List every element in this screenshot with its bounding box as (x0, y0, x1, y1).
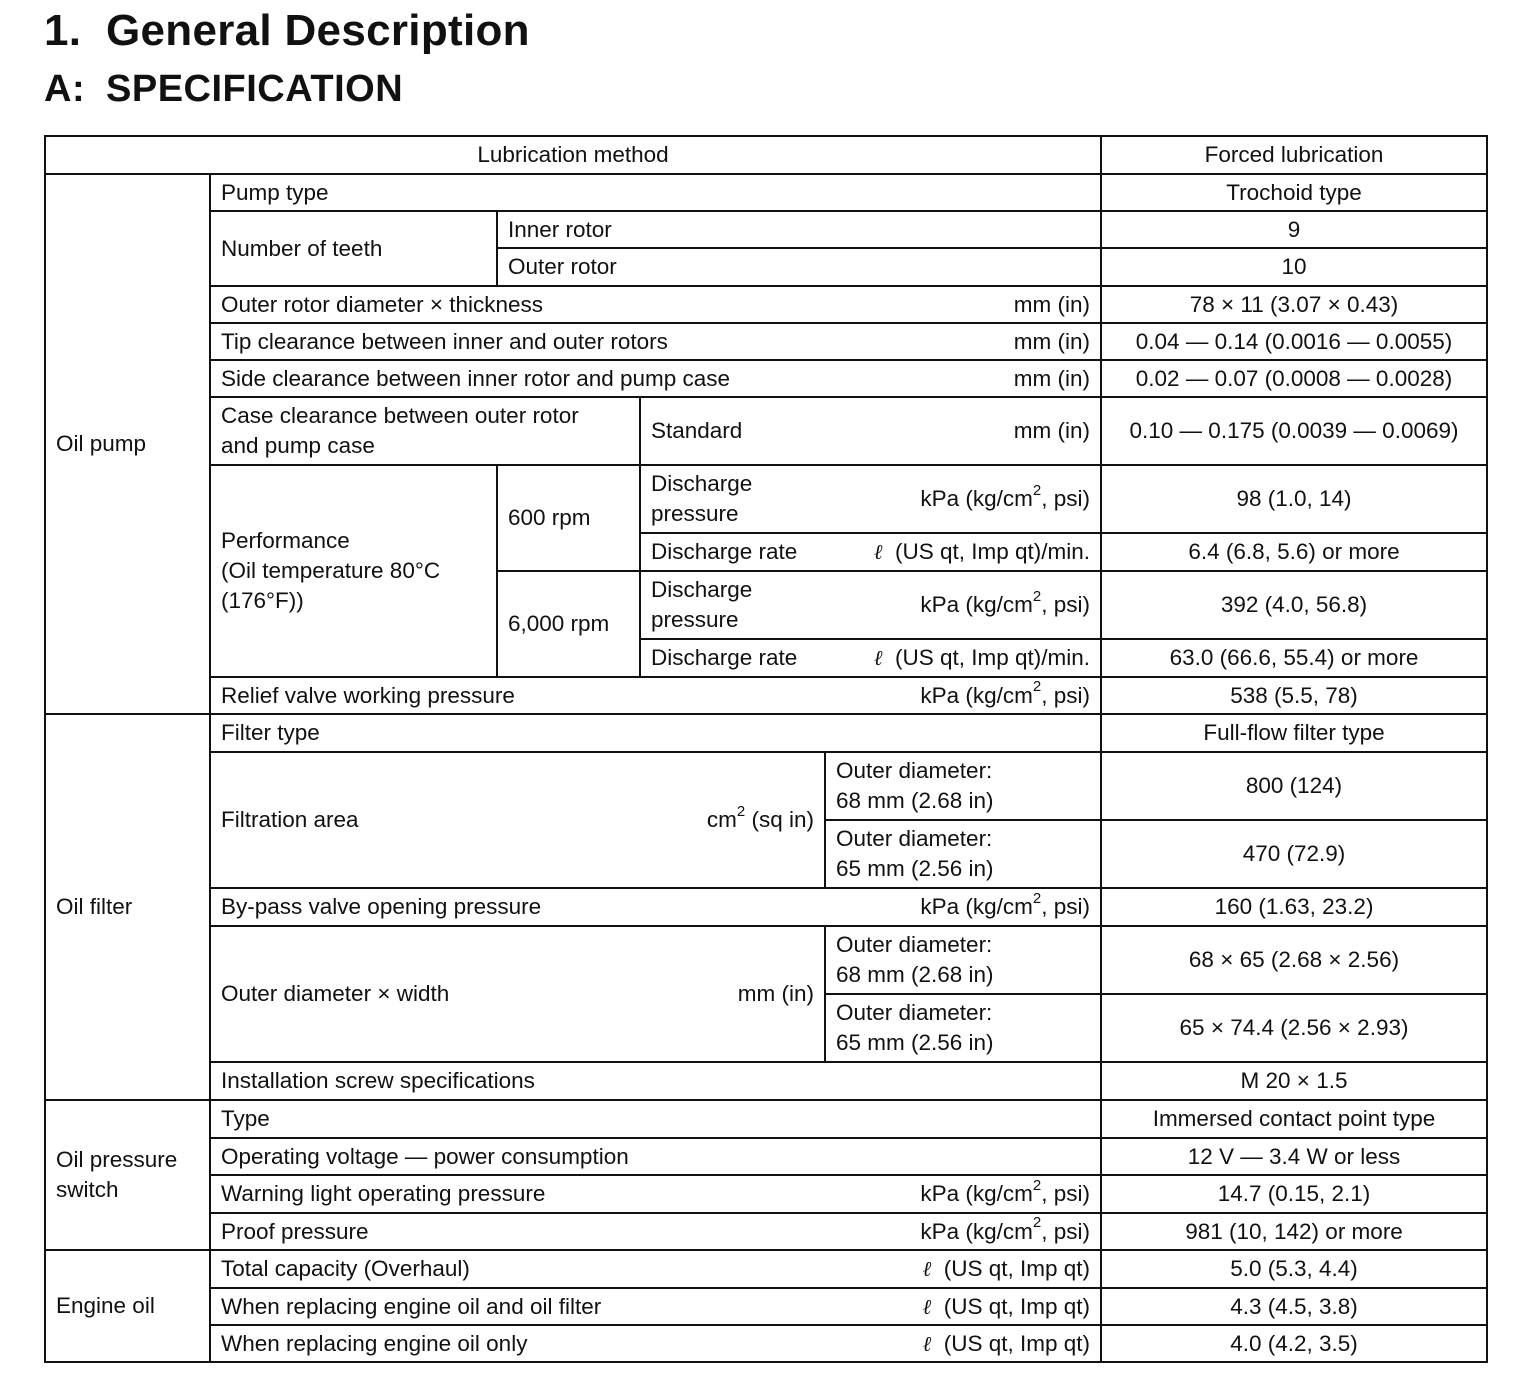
lubrication-value: Forced lubrication (1101, 136, 1487, 174)
liter-symbol: ℓ (922, 1331, 932, 1356)
oil-only-value: 4.0 (4.2, 3.5) (1101, 1325, 1487, 1362)
tip-clearance-value: 0.04 — 0.14 (0.0016 — 0.0055) (1101, 323, 1487, 360)
case-clearance-value: 0.10 — 0.175 (0.0039 — 0.0069) (1101, 397, 1487, 465)
unit-label: kPa ($kg/cm^2$, psi) (920, 1176, 1091, 1206)
performance-label: Performance (Oil temperature 80°C (176°F)) (210, 465, 497, 677)
table-row (45, 888, 1487, 926)
relief-value: 538 (5.5, 78) (1101, 677, 1487, 714)
discharge-pressure-6000-value: 392 (4.0, 56.8) (1101, 571, 1487, 639)
proof-value: 981 (10, 142) or more (1101, 1213, 1487, 1250)
lubrication-label: Lubrication method (45, 136, 1101, 174)
discharge-pressure-6000-cell: Discharge pressure kPa ($kg/cm^2$, psi) (640, 571, 1101, 639)
od-width-68-value: 68 × 65 (2.68 × 2.56) (1101, 926, 1487, 994)
side-clearance-label: Side clearance between inner rotor and pump case (221, 365, 731, 391)
table-row (45, 1213, 1487, 1250)
side-clearance-cell (210, 360, 1101, 397)
page-title: 1. General Description (44, 6, 530, 55)
discharge-rate-600-cell: Discharge rate ℓ (US qt, Imp qt)/min. (640, 533, 1101, 571)
voltage-label: Operating voltage — power consumption (210, 1138, 1101, 1175)
case-clearance-sub (640, 397, 1101, 465)
table-row (45, 1325, 1487, 1362)
discharge-rate-6000-value: 63.0 (66.6, 55.4) or more (1101, 639, 1487, 677)
rotor-dim-label: Outer rotor diameter × thickness (221, 291, 544, 317)
oil-only-cell (210, 1325, 1101, 1362)
unit-label: ℓ (US qt, Imp qt)/min. (873, 539, 1091, 564)
relief-label: Relief valve working pressure (221, 682, 515, 708)
liter-symbol: ℓ (922, 1294, 932, 1319)
relief-cell (210, 677, 1101, 714)
table-row (45, 323, 1487, 360)
unit-label: ℓ (US qt, Imp qt) (922, 1330, 1091, 1356)
od-68-label: Outer diameter: 68 mm (2.68 in) (825, 926, 1101, 994)
filter-type-value: Full-flow filter type (1101, 714, 1487, 752)
group-oil-pump: Oil pump (45, 174, 210, 714)
section-title: A: SPECIFICATION (44, 68, 404, 110)
standard-label: Standard (651, 418, 743, 443)
od-width-label: Outer diameter × width (221, 981, 450, 1006)
switch-type-value: Immersed contact point type (1101, 1100, 1487, 1138)
rpm-6000-label: 6,000 rpm (497, 571, 640, 677)
od-width-cell (210, 926, 825, 1062)
proof-label: Proof pressure (221, 1218, 369, 1244)
unit-label: kPa ($kg/cm^2$, psi) (920, 587, 1091, 617)
tip-clearance-label: Tip clearance between inner and outer rotors (221, 328, 668, 354)
table-row (45, 465, 1487, 533)
table-row (45, 752, 1487, 820)
inner-rotor-label: Inner rotor (497, 211, 1101, 248)
table-row (45, 211, 1487, 248)
group-oil-pressure-switch: Oil pressure switch (45, 1100, 210, 1250)
voltage-value: 12 V — 3.4 W or less (1101, 1138, 1487, 1175)
table-row (45, 174, 1487, 211)
bypass-cell (210, 888, 1101, 926)
filtration-area-65-value: 470 (72.9) (1101, 820, 1487, 888)
unit-label: mm (in) (1013, 418, 1091, 443)
screw-value: M 20 × 1.5 (1101, 1062, 1487, 1100)
od-65-label: Outer diameter: 65 mm (2.56 in) (825, 820, 1101, 888)
od-width-65-value: 65 × 74.4 (2.56 × 2.93) (1101, 994, 1487, 1062)
warning-label: Warning light operating pressure (221, 1181, 546, 1206)
total-capacity-cell (210, 1250, 1101, 1288)
bypass-value: 160 (1.63, 23.2) (1101, 888, 1487, 926)
oil-and-filter-label: When replacing engine oil and oil filter (221, 1293, 602, 1319)
oil-and-filter-value: 4.3 (4.5, 3.8) (1101, 1288, 1487, 1325)
table-row (45, 1175, 1487, 1213)
outer-rotor-label: Outer rotor (497, 248, 1101, 286)
specification-table (44, 135, 1488, 1363)
tip-clearance-cell (210, 323, 1101, 360)
total-capacity-value: 5.0 (5.3, 4.4) (1101, 1250, 1487, 1288)
unit-label: kPa ($kg/cm^2$, psi) (920, 889, 1091, 919)
discharge-rate-6000-cell: Discharge rate ℓ (US qt, Imp qt)/min. (640, 639, 1101, 677)
table-row (45, 1288, 1487, 1325)
table-row (45, 677, 1487, 714)
side-clearance-value: 0.02 — 0.07 (0.0008 — 0.0028) (1101, 360, 1487, 397)
inner-rotor-value: 9 (1101, 211, 1487, 248)
filtration-area-cell (210, 752, 825, 888)
group-oil-filter: Oil filter (45, 714, 210, 1100)
pump-type-label: Pump type (210, 174, 1101, 211)
oil-only-label: When replacing engine oil only (221, 1330, 528, 1356)
od-65-label: Outer diameter: 65 mm (2.56 in) (825, 994, 1101, 1062)
table-row (45, 136, 1487, 174)
table-row (45, 397, 1487, 465)
switch-type-label: Type (210, 1100, 1101, 1138)
pump-type-value: Trochoid type (1101, 174, 1487, 211)
discharge-rate-600-value: 6.4 (6.8, 5.6) or more (1101, 533, 1487, 571)
table-row (45, 286, 1487, 323)
table-row (45, 360, 1487, 397)
unit-label: mm (in) (1013, 328, 1091, 354)
liter-symbol: ℓ (922, 1257, 932, 1281)
screw-label: Installation screw specifications (210, 1062, 1101, 1100)
unit-label: ℓ (US qt, Imp qt) (922, 1256, 1091, 1281)
teeth-label: Number of teeth (210, 211, 497, 286)
unit-label: $cm^2$ (sq in) (706, 802, 814, 832)
unit-label: mm (in) (737, 981, 814, 1006)
unit-label: kPa ($kg/cm^2$, psi) (920, 1214, 1091, 1244)
table-row (45, 1100, 1487, 1138)
unit-label: ℓ (US qt, Imp qt)/min. (873, 645, 1091, 670)
table-row (45, 1250, 1487, 1288)
unit-label: mm (in) (1013, 365, 1091, 391)
discharge-pressure-600-value: 98 (1.0, 14) (1101, 465, 1487, 533)
liter-symbol: ℓ (873, 646, 883, 670)
discharge-pressure-600-cell: Discharge pressure kPa ($kg/cm^2$, psi) (640, 465, 1101, 533)
rotor-dim-cell (210, 286, 1101, 323)
bypass-label: By-pass valve opening pressure (221, 894, 542, 919)
unit-label: mm (in) (1013, 291, 1091, 317)
od-68-label: Outer diameter: 68 mm (2.68 in) (825, 752, 1101, 820)
rotor-dim-value: 78 × 11 (3.07 × 0.43) (1101, 286, 1487, 323)
filtration-area-68-value: 800 (124) (1101, 752, 1487, 820)
table-row (45, 714, 1487, 752)
warning-value: 14.7 (0.15, 2.1) (1101, 1175, 1487, 1213)
liter-symbol: ℓ (873, 540, 883, 564)
oil-and-filter-cell (210, 1288, 1101, 1325)
total-capacity-label: Total capacity (Overhaul) (221, 1256, 470, 1281)
table-row (45, 926, 1487, 994)
warning-cell (210, 1175, 1101, 1213)
filtration-area-label: Filtration area (221, 807, 359, 832)
case-clearance-label: Case clearance between outer rotor and pump case (210, 397, 640, 465)
group-engine-oil: Engine oil (45, 1250, 210, 1362)
filter-type-label: Filter type (210, 714, 1101, 752)
unit-label: kPa ($kg/cm^2$, psi) (920, 481, 1091, 511)
proof-cell (210, 1213, 1101, 1250)
unit-label: kPa ($kg/cm^2$, psi) (920, 678, 1091, 708)
unit-label: ℓ (US qt, Imp qt) (922, 1293, 1091, 1319)
table-row (45, 1138, 1487, 1175)
table-row (45, 1062, 1487, 1100)
rpm-600-label: 600 rpm (497, 465, 640, 571)
outer-rotor-value: 10 (1101, 248, 1487, 286)
